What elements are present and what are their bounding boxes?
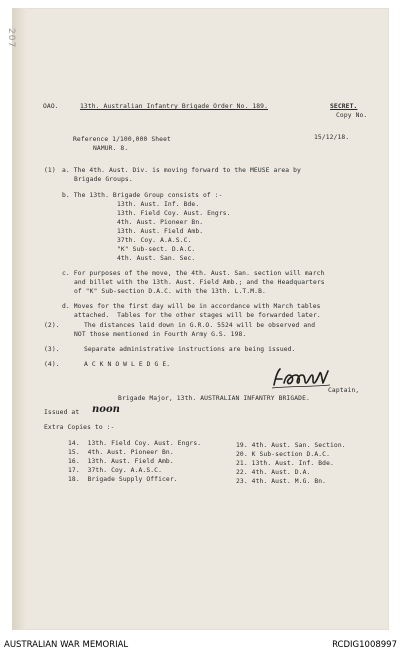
para-3-number: (3). bbox=[44, 346, 60, 353]
extra-copy-item: 23. 4th. Aust. M.G. Bn. bbox=[236, 478, 327, 485]
extra-copies-label: Extra Copies to :- bbox=[44, 424, 115, 431]
archive-record-id: RCDIG1008997 bbox=[332, 640, 397, 650]
extra-copy-item: 19. 4th. Aust. San. Section. bbox=[236, 442, 346, 449]
brigade-group-item: 13th. Aust. Inf. Bde. bbox=[117, 201, 200, 208]
extra-copy-item: 22. 4th. Aust. D.A. bbox=[236, 469, 311, 476]
signatory-rank: Captain, bbox=[328, 387, 360, 394]
folio-number: 207 bbox=[6, 28, 16, 49]
para-4-number: (4). bbox=[44, 361, 60, 368]
handwritten-signature bbox=[270, 365, 332, 391]
brigade-group-item: "K" Sub-sect. D.A.C. bbox=[117, 246, 196, 253]
extra-copy-item: 16. 13th. Aust. Field Amb. bbox=[68, 458, 174, 465]
brigade-group-item: 4th. Aust. San. Sec. bbox=[117, 255, 196, 262]
para-1d-line-2: attached. Tables for the other stages will be forwarded later. bbox=[74, 312, 321, 319]
copy-number-label: Copy No. bbox=[336, 112, 368, 119]
para-1c-line-3: of "K" Sub-section D.A.C. with the 13th. L.T.M.B. bbox=[74, 288, 266, 295]
order-title: 13th. Australian Infantry Brigade Order No. 189. bbox=[80, 103, 269, 110]
issued-at-label: Issued at bbox=[44, 409, 80, 416]
para-2-line-2: NOT those mentioned in Fourth Army G.S. 198. bbox=[74, 331, 247, 338]
recipient-code: OAO. bbox=[43, 103, 59, 110]
para-2-line-1: The distances laid down in G.R.O. 5524 will be observed and bbox=[84, 322, 316, 329]
archive-footer bbox=[0, 634, 401, 654]
extra-copy-item: 20. K Sub-section D.A.C. bbox=[236, 451, 331, 458]
classification-stamp: SECRET. bbox=[330, 103, 358, 110]
extra-copy-item: 21. 13th. Aust. Inf. Bde. bbox=[236, 460, 334, 467]
para-1-number: (1) bbox=[44, 167, 56, 174]
issued-at-handwritten: noon bbox=[92, 404, 120, 415]
para-1d-line-1: d. Moves for the first day will be in accordance with March tables bbox=[62, 303, 321, 310]
extra-copy-item: 18. Brigade Supply Officer. bbox=[68, 476, 178, 483]
extra-copy-item: 15. 4th. Aust. Pioneer Bn. bbox=[68, 449, 174, 456]
para-2-number: (2). bbox=[44, 322, 60, 329]
order-date: 15/12/18. bbox=[314, 134, 350, 141]
acknowledge-instruction: A C K N O W L E D G E. bbox=[84, 361, 171, 368]
brigade-group-item: 13th. Field Coy. Aust. Engrs. bbox=[117, 210, 231, 217]
archive-institution: AUSTRALIAN WAR MEMORIAL bbox=[4, 640, 129, 650]
signatory-appointment: Brigade Major, 13th. AUSTRALIAN INFANTRY BRIGADE. bbox=[118, 395, 310, 402]
para-1c-line-2: and billet with the 13th. Aust. Field Amb.; and the Headquarters bbox=[74, 279, 325, 286]
para-1b-intro: b. The 13th. Brigade Group consists of :- bbox=[62, 192, 223, 199]
para-1a-line-1: a. The 4th. Aust. Div. is moving forward to the MEUSE area by bbox=[62, 167, 301, 174]
reference-line: Reference 1/100,000 Sheet bbox=[73, 136, 171, 143]
para-3-text: Separate administrative instructions are being issued. bbox=[84, 346, 296, 353]
brigade-group-item: 37th. Coy. A.A.S.C. bbox=[117, 237, 192, 244]
brigade-group-item: 4th. Aust. Pioneer Bn. bbox=[117, 219, 204, 226]
extra-copy-item: 17. 37th. Coy. A.A.S.C. bbox=[68, 467, 163, 474]
reference-sheet: NAMUR. 8. bbox=[93, 145, 129, 152]
page-binding-edge bbox=[12, 8, 26, 630]
brigade-group-item: 13th. Aust. Field Amb. bbox=[117, 228, 204, 235]
para-1c-line-1: c. For purposes of the move, the 4th. Aust. San. section will march bbox=[62, 270, 325, 277]
extra-copy-item: 14. 13th. Field Coy. Aust. Engrs. bbox=[68, 440, 202, 447]
para-1a-line-2: Brigade Groups. bbox=[74, 176, 133, 183]
